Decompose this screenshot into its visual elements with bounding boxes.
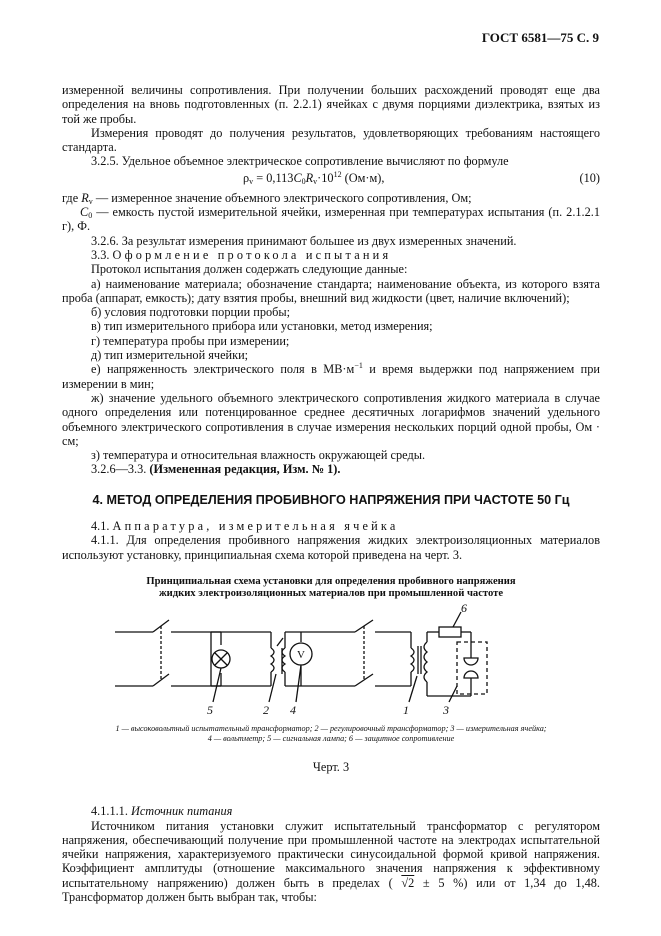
paragraph: 3.2.6. За результат измерения принимают большее из двух измеренных значений. [91, 233, 517, 248]
paragraph: 4.1.1. Для определения пробивного напряжения жидких электроизоляционных материалов используют установку, принципиальная схема которой приведена на черт. 3. [62, 533, 600, 562]
figure-label: 4 [290, 702, 296, 717]
list-item: в) тип измерительного прибора или установки, метод измерения; [91, 319, 433, 334]
amendment-note: 3.2.6—3.3. (Измененная редакция, Изм. № 1). [91, 462, 341, 477]
paragraph: измеренной величины сопротивления. При получении больших расхождений проводят еще два определения на вновь подготовленных (п. 2.2.1) ячейках с двумя порциями диэлектрика, взятых из той же пробы. [62, 83, 600, 126]
paragraph: Протокол испытания должен содержать следующие данные: [91, 262, 408, 277]
subsection-heading: 4.1.1.1. Источник питания [91, 804, 233, 819]
figure-caption: Черт. 3 [312, 759, 350, 774]
subsection-heading: 4.1. Аппаратура, измерительная ячейка [91, 519, 399, 534]
paragraph: Источником питания установки служит испытательный трансформатор с регулятором напряжения, обеспечивающий получение при промышленной частоте на электродах испытательной ячейки напряжения, характеризуемого практически синусоидальной формой кривой напряжения. Коэффициент амплитуды (отношение максимального значения напряжения к эффективному испытательному напряжению) должен быть в пределах ( √2 ± 5 %) или от 1,34 до 1,48. Трансформатор должен быть выбран так, чтобы: [62, 818, 600, 904]
list-item: г) температура пробы при измерении; [91, 333, 290, 348]
list-item: ж) значение удельного объемного электрического сопротивления жидкого материала в случае одного определения или потенцированное среднее десятичных логарифмов значений удельного объемного электрического сопротивления в случае измерения нескольких порций одной пробы, Ом · см; [62, 390, 600, 448]
measuring-cell-symbol [457, 642, 487, 696]
figure-label: 2 [263, 702, 269, 717]
formula-explanation: $C_0$ — емкость пустой измерительной ячейки, измеренная при температурах испытания (п. 2.1.2.1 г), Ф. [62, 205, 600, 234]
section-heading: 4. МЕТОД ОПРЕДЕЛЕНИЯ ПРОБИВНОГО НАПРЯЖЕНИЯ ПРИ ЧАСТОТЕ 50 Гц [92, 492, 570, 507]
list-item: з) температура и относительная влажность окружающей среды. [91, 448, 426, 463]
subsection-heading: 3.3. Оформление протокола испытания [91, 247, 392, 262]
formula-explanation: где $R_v$ — измеренное значение объемного электрического сопротивления, Ом; [62, 190, 472, 206]
paragraph: 3.2.5. Удельное объемное электрическое сопротивление вычисляют по формуле [91, 154, 509, 169]
circuit-diagram [111, 602, 551, 720]
list-item: б) условия подготовки порции пробы; [91, 305, 291, 320]
figure-label: 1 [403, 702, 409, 717]
list-item: а) наименование материала; обозначение стандарта; наименование объекта, из которого взята проба (аппарат, емкость); дату взятия пробы, внешний вид жидкости (цвет, наличие включений); [62, 276, 600, 305]
paragraph: Измерения проводят до получения результатов, удовлетворяющих требованиям настоящего стандарта. [62, 125, 600, 155]
voltmeter-label: V [297, 648, 305, 661]
figure-legend: 1 — высоковольтный испытательный трансформатор; 2 — регулировочный трансформатор; 3 — измерительная ячейка; 4 — вольтметр; 5 — сигнальная лампа; 6 — защитное сопротивление [115, 723, 547, 743]
figure-title: Принципиальная схема установки для определения пробивного напряжения жидких электроизоляционных материалов при промышленной частоте [146, 575, 516, 599]
regulating-transformer-symbol [271, 632, 285, 686]
list-item: д) тип измерительной ячейки; [91, 348, 249, 363]
formula-10 [62, 171, 600, 187]
page-header: ГОСТ 6581—75 С. 9 [481, 30, 599, 45]
document-body [62, 83, 600, 904]
protective-resistor-symbol [439, 627, 461, 637]
figure-label: 3 [443, 702, 449, 717]
figure-label: 6 [461, 601, 467, 615]
formula-expression: $\rho_v = 0,113C_0R_v\cdot 10^{12}$ (Ом·м), [243, 169, 385, 186]
main-switch-symbol [153, 620, 211, 686]
list-item: е) напряженность электрического поля в $МВ\cdot м^{-1}$ и время выдержки под напряжением при измерении в мин; [62, 361, 600, 391]
second-switch-symbol [355, 620, 411, 686]
formula-number: (10) [579, 170, 600, 185]
figure-label: 5 [207, 702, 213, 717]
signal-lamp-symbol [211, 632, 230, 686]
